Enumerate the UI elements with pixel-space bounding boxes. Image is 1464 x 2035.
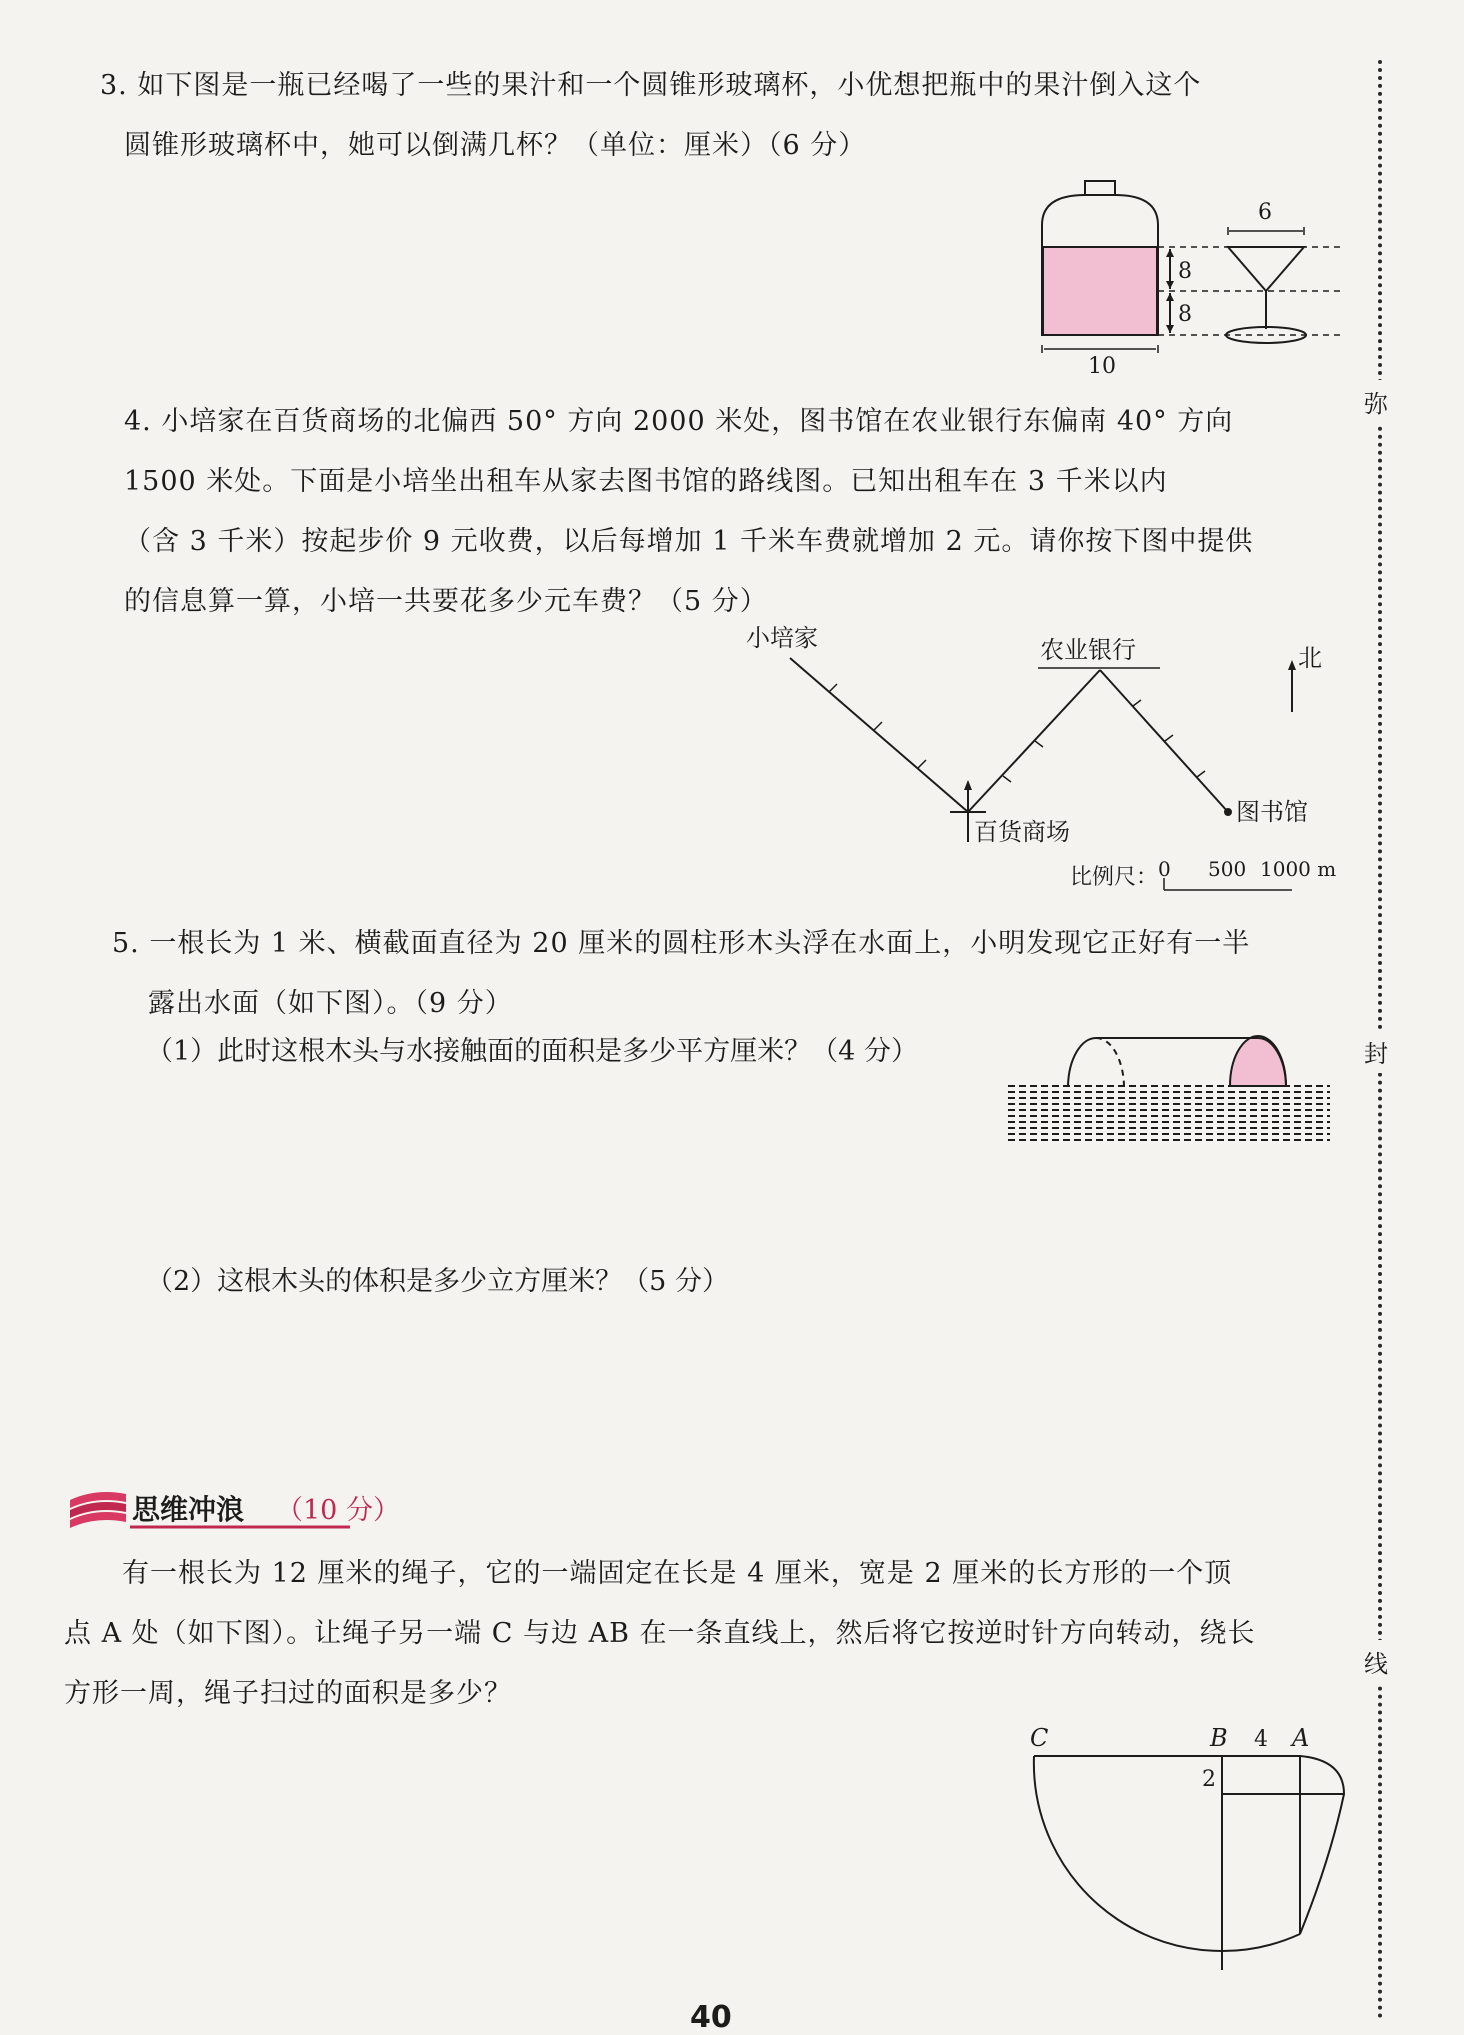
question-line: 露出水面（如下图）。（9 分） (148, 988, 513, 1019)
swept-area-outline (1034, 1756, 1300, 1951)
point-B-label: B (1210, 1724, 1228, 1752)
question-line: 的信息算一算，小培一共要花多少元车费？（5 分） (124, 586, 768, 617)
log-end-cap (1230, 1036, 1286, 1086)
question-5-text (112, 914, 1250, 1034)
mall-label: 百货商场 (974, 818, 1070, 846)
length-label: 4 (1254, 1727, 1268, 1752)
challenge-line: 有一根长为 12 厘米的绳子，它的一端固定在长是 4 厘米，宽是 2 厘米的长方形的一个顶 (122, 1558, 1233, 1589)
height-label-1: 8 (1178, 259, 1192, 284)
swept-arc-right (1300, 1756, 1344, 1934)
rectangle (1222, 1756, 1300, 1794)
scale-tick: 1000 m (1260, 857, 1337, 881)
cone-diameter-label: 6 (1258, 200, 1272, 225)
bottle-width-label: 10 (1088, 354, 1116, 375)
route-home-mall (790, 658, 968, 812)
log-hidden-edge (1096, 1038, 1124, 1086)
library-label: 图书馆 (1236, 798, 1308, 826)
route-bank-library (1100, 670, 1228, 812)
question-5-part-1: （1）此时这根木头与水接触面的面积是多少平方厘米？（4 分） (146, 1036, 918, 1067)
question-4-text (124, 392, 1253, 632)
bottle-juice (1043, 247, 1157, 335)
point-A-label: A (1292, 1724, 1310, 1752)
section-score: （10 分） (276, 1495, 400, 1526)
scale-label: 比例尺： (1070, 865, 1159, 890)
point-C-label: C (1030, 1724, 1049, 1752)
question-line: （含 3 千米）按起步价 9 元收费，以后每增加 1 千米车费就增加 2 元。请你按下图中提供 (124, 526, 1254, 557)
juice-bottle-cone-figure (1030, 175, 1360, 375)
height-label-2: 8 (1178, 302, 1192, 327)
scale-tick: 0 (1158, 857, 1171, 881)
question-line: 圆锥形玻璃杯中，她可以倒满几杯？（单位：厘米）（6 分） (124, 130, 867, 161)
water-surface (1008, 1086, 1330, 1140)
binding-label: 封 (1362, 1030, 1390, 1073)
route-mall-bank (968, 670, 1100, 812)
rope-rectangle-figure (1010, 1720, 1360, 1990)
question-5-part-2: （2）这根木头的体积是多少立方厘米？（5 分） (146, 1266, 729, 1297)
cone-glass (1228, 247, 1304, 291)
challenge-text (64, 1544, 1256, 1724)
width-label: 2 (1202, 1767, 1216, 1792)
route-map-figure (740, 620, 1340, 900)
question-line: 5. 一根长为 1 米、横截面直径为 20 厘米的圆柱形木头浮在水面上，小明发现它正好有一半 (112, 928, 1251, 959)
question-3-text (100, 56, 1201, 176)
bottle-cap (1085, 181, 1115, 195)
books-icon (66, 1486, 130, 1530)
bank-label: 农业银行 (1040, 636, 1136, 664)
page-number: 40 (690, 2000, 732, 2035)
challenge-line: 方形一周，绳子扫过的面积是多少？ (64, 1678, 512, 1709)
binding-label: 线 (1362, 1640, 1390, 1683)
floating-log-figure (1000, 1028, 1340, 1148)
question-line: 3. 如下图是一瓶已经喝了一些的果汁和一个圆锥形玻璃杯，小优想把瓶中的果汁倒入这个 (100, 70, 1202, 101)
section-title: 思维冲浪 (132, 1493, 245, 1526)
question-line: 4. 小培家在百货商场的北偏西 50° 方向 2000 米处，图书馆在农业银行东偏南 40° 方向 (124, 406, 1234, 437)
home-label: 小培家 (746, 624, 818, 652)
scale-tick: 500 (1208, 857, 1247, 881)
question-line: 1500 米处。下面是小培坐出租车从家去图书馆的路线图。已知出租车在 3 千米以内 (124, 466, 1168, 497)
binding-label: 弥 (1362, 380, 1390, 423)
north-label: 北 (1298, 644, 1322, 672)
challenge-line: 点 A 处（如下图）。让绳子另一端 C 与边 AB 在一条直线上，然后将它按逆时针方向转动，绕长 (64, 1618, 1256, 1649)
